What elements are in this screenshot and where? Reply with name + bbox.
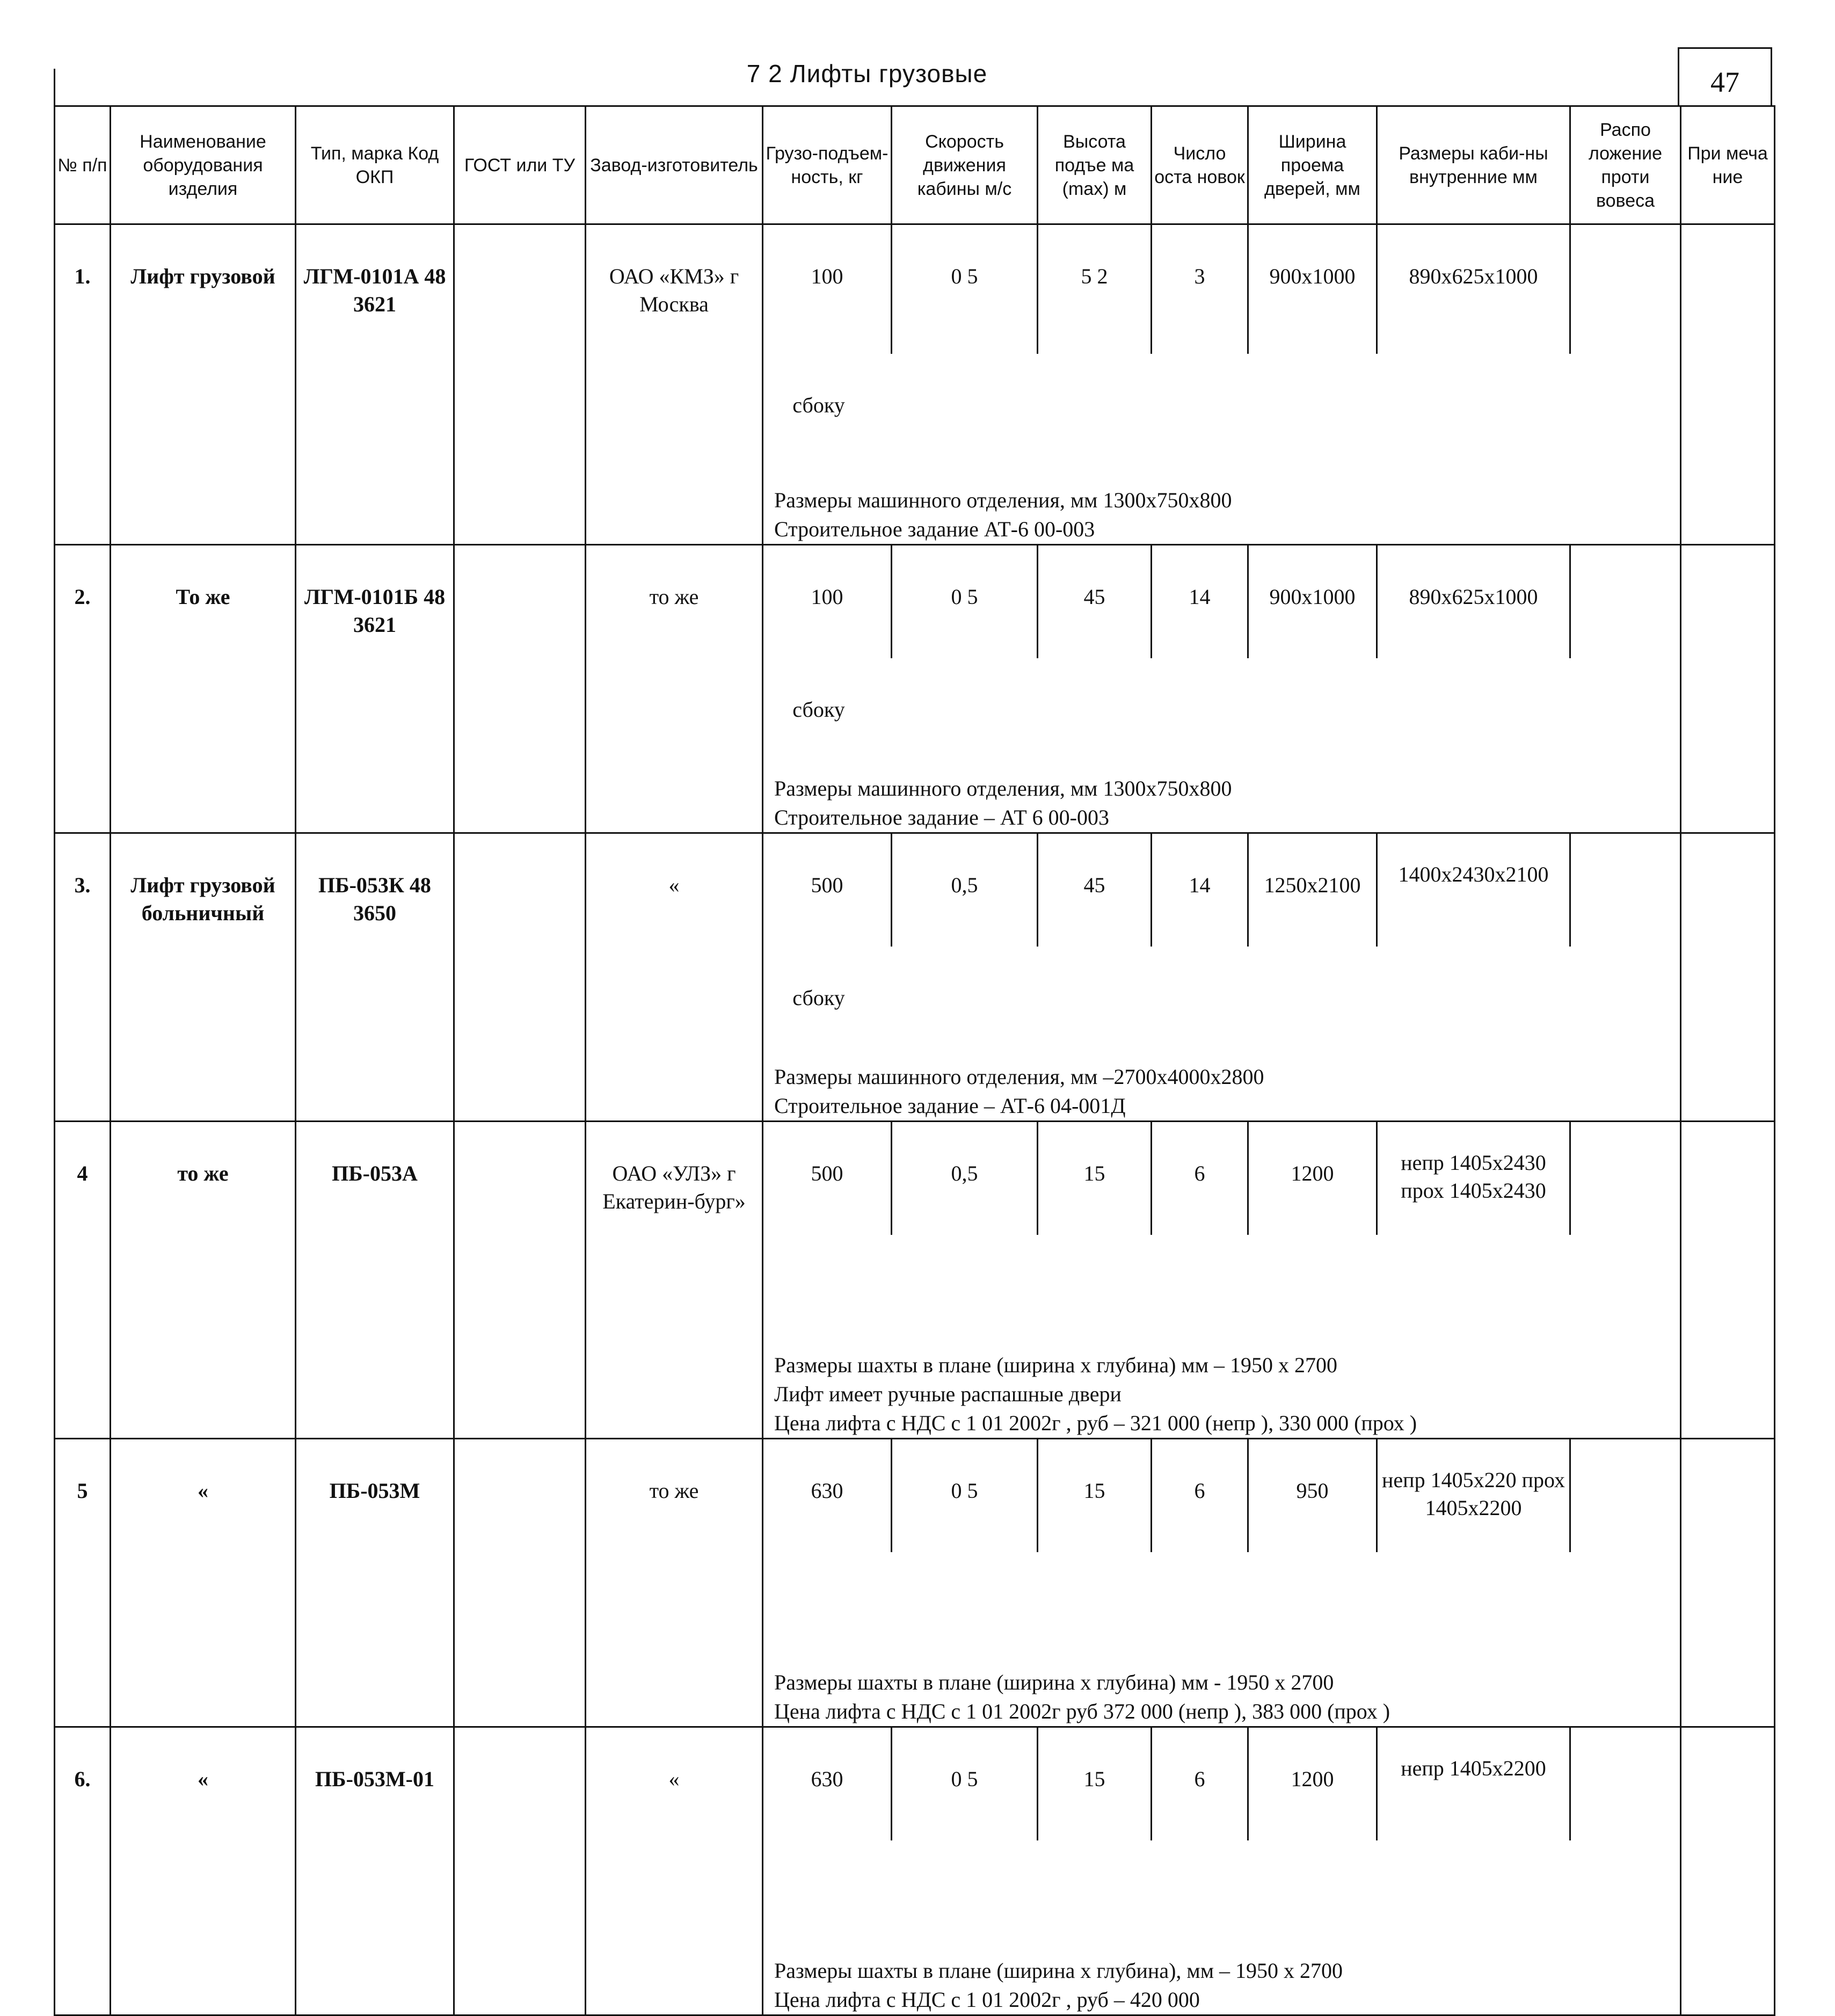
spec-load-value: 630 (763, 1439, 892, 1552)
manufacturer-cell-text: ОАО «КМЗ» г Москва (609, 264, 739, 316)
equipment-name-cell-text: То же (176, 585, 230, 609)
spec-speed-value: 0 5 (892, 225, 1038, 354)
equipment-name-cell (111, 1122, 296, 1439)
spec-stops-value: 14 (1152, 545, 1249, 658)
row-number-cell (55, 1122, 111, 1439)
remarks-cell-text (1681, 834, 1774, 871)
spec-height-value: 45 (1038, 545, 1152, 658)
spec-height-value: 15 (1038, 1728, 1152, 1840)
header-cell: Наименование оборудования изделия (111, 106, 296, 224)
row-number-cell (55, 833, 111, 1122)
spec-cabin-value: непр 1405х220 прох 1405х2200 (1378, 1439, 1571, 1552)
note-line: Цена лифта с НДС с 1 01 2002г , руб – 420 000 (774, 1988, 1200, 2012)
spec-speed-value: 0,5 (892, 834, 1038, 947)
type-code-cell-text: ПБ-053М-01 (315, 1767, 434, 1791)
remarks-cell-text (1681, 545, 1774, 583)
note-line: Размеры машинного отделения, мм –2700х4000х2800 (774, 1065, 1264, 1089)
table-row (55, 1122, 1775, 1439)
section-title: 7 2 Лифты грузовые (746, 60, 988, 88)
gost-cell (454, 545, 586, 833)
manufacturer-cell (586, 833, 763, 1122)
gost-cell (454, 1122, 586, 1439)
note-line: Размеры шахты в плане (ширина х глубина), мм – 1950 х 2700 (774, 1959, 1343, 1983)
remarks-cell (1681, 545, 1775, 833)
note-line: Строительное задание АТ-6 00-003 (774, 517, 1095, 541)
remarks-cell-text (1681, 1728, 1774, 1765)
header-cell: Число оста новок (1152, 106, 1248, 224)
spec-stops-value: 6 (1152, 1439, 1249, 1552)
row-notes (763, 1348, 1680, 1438)
gost-cell-text (455, 1122, 585, 1160)
spec-door-value: 1250х2100 (1249, 834, 1378, 947)
manufacturer-cell-text: ОАО «УЛЗ» г Екатерин-бург» (602, 1161, 746, 1213)
remarks-cell-text (1681, 225, 1774, 263)
remarks-cell-text (1681, 1122, 1774, 1160)
header-cell: Ширина проема дверей, мм (1248, 106, 1377, 224)
row-number-cell-text: 2. (74, 585, 91, 609)
remarks-cell (1681, 224, 1775, 545)
spec-stops-value: 6 (1152, 1122, 1249, 1235)
spec-door-value: 950 (1249, 1439, 1378, 1552)
type-code-cell-text: ЛГМ-0101Б 48 3621 (304, 585, 446, 637)
gost-cell (454, 1439, 586, 1727)
spec-speed-value: 0 5 (892, 545, 1038, 658)
note-line: Размеры шахты в плане (ширина х глубина) мм – 1950 х 2700 (774, 1353, 1338, 1377)
spec-stops-value: 3 (1152, 225, 1249, 354)
row-number-cell (55, 1727, 111, 2015)
header-cell: При меча ние (1681, 106, 1775, 224)
table-row (55, 1439, 1775, 1727)
row-notes (763, 483, 1680, 544)
manufacturer-cell-text: то же (649, 585, 699, 609)
table-row (55, 224, 1775, 545)
gost-cell-text (455, 1728, 585, 1765)
note-line: Размеры машинного отделения, мм 1300х750х800 (774, 488, 1232, 512)
spec-height-value: 5 2 (1038, 225, 1152, 354)
header-cell: Распо ложение проти вовеса (1570, 106, 1681, 224)
equipment-name-cell (111, 1439, 296, 1727)
manufacturer-cell-text: « (668, 1767, 680, 1791)
row-number-cell-text: 1. (74, 264, 91, 288)
note-line: Размеры шахты в плане (ширина х глубина) мм - 1950 х 2700 (774, 1670, 1334, 1694)
note-line: Цена лифта с НДС с 1 01 2002г , руб – 321 000 (непр ), 330 000 (прох ) (774, 1411, 1417, 1435)
manufacturer-cell-text: то же (649, 1479, 699, 1503)
manufacturer-cell (586, 224, 763, 545)
header-cell: № п/п (55, 106, 111, 224)
header-cell: Высота подъе ма (max) м (1038, 106, 1152, 224)
equipment-name-cell-text: Лифт грузовой больничный (130, 873, 275, 925)
row-notes (763, 1059, 1680, 1120)
spec-stops-value: 6 (1152, 1728, 1249, 1840)
note-line: Строительное задание – АТ-6 04-001Д (774, 1094, 1126, 1118)
spec-block (763, 1122, 1681, 1439)
spec-height-value: 15 (1038, 1439, 1152, 1552)
type-code-cell-text: ПБ-053М (329, 1479, 420, 1503)
spec-cabin-value: 1400х2430х2100 (1378, 834, 1571, 947)
equipment-name-cell (111, 833, 296, 1122)
spec-stops-value: 14 (1152, 834, 1249, 947)
spec-block (763, 1439, 1681, 1727)
type-code-cell (296, 224, 454, 545)
equipment-name-cell-text: то же (177, 1161, 229, 1185)
remarks-cell-text (1681, 1439, 1774, 1477)
page-number: 47 (1710, 66, 1739, 98)
type-code-cell-text: ЛГМ-0101А 48 3621 (303, 264, 446, 316)
spec-load-value: 500 (763, 834, 892, 947)
row-notes (763, 1665, 1680, 1726)
row-number-cell-text: 5 (77, 1479, 88, 1503)
type-code-cell (296, 833, 454, 1122)
equipment-name-cell-text: « (198, 1767, 208, 1791)
row-number-cell-text: 3. (74, 873, 91, 897)
note-line: Цена лифта с НДС с 1 01 2002г руб 372 000 (непр ), 383 000 (прох ) (774, 1699, 1390, 1723)
spec-cw-value (763, 1552, 874, 1665)
spec-cabin-value: непр 1405х2430 прох 1405х2430 (1378, 1122, 1571, 1235)
gost-cell (454, 224, 586, 545)
manufacturer-cell-text: « (668, 873, 680, 897)
spec-speed-value: 0 5 (892, 1439, 1038, 1552)
equipment-name-cell (111, 545, 296, 833)
manufacturer-cell (586, 545, 763, 833)
spec-block (763, 224, 1681, 545)
row-notes (763, 771, 1680, 832)
header-cell: Размеры каби-ны внутренние мм (1377, 106, 1570, 224)
spec-cabin-value: 890х625х1000 (1378, 545, 1571, 658)
spec-load-value: 100 (763, 545, 892, 658)
gost-cell-text (455, 545, 585, 583)
remarks-cell (1681, 1122, 1775, 1439)
spec-speed-value: 0 5 (892, 1728, 1038, 1840)
spec-door-value: 900х1000 (1249, 225, 1378, 354)
equipment-name-cell (111, 1727, 296, 2015)
spec-cw-value (763, 1235, 874, 1348)
spec-load-value: 500 (763, 1122, 892, 1235)
spec-cabin-value: непр 1405х2200 (1378, 1728, 1571, 1840)
gost-cell (454, 1727, 586, 2015)
remarks-cell (1681, 1727, 1775, 2015)
header-cell: ГОСТ или ТУ (454, 106, 586, 224)
spec-block (763, 833, 1681, 1122)
header-row (55, 106, 1775, 224)
spec-cw-value (763, 1840, 874, 1953)
gost-cell-text (455, 834, 585, 871)
equipment-name-cell-text: « (198, 1479, 208, 1503)
spec-door-value: 900х1000 (1249, 545, 1378, 658)
table-row (55, 833, 1775, 1122)
spec-cw-value: сбоку (792, 986, 845, 1010)
type-code-cell (296, 1727, 454, 2015)
spec-load-value: 630 (763, 1728, 892, 1840)
lifts-table (54, 105, 1775, 2016)
spec-cabin-value: 890х625х1000 (1378, 225, 1571, 354)
equipment-name-cell (111, 224, 296, 545)
type-code-cell (296, 1439, 454, 1727)
type-code-cell (296, 1122, 454, 1439)
spec-height-value: 45 (1038, 834, 1152, 947)
header-cell: Завод-изготовитель (586, 106, 763, 224)
manufacturer-cell (586, 1727, 763, 2015)
spec-speed-value: 0,5 (892, 1122, 1038, 1235)
header-cell: Тип, марка Код ОКП (296, 106, 454, 224)
type-code-cell-text: ПБ-053К 48 3650 (318, 873, 431, 925)
row-number-cell (55, 224, 111, 545)
gost-cell (454, 833, 586, 1122)
table-row (55, 545, 1775, 833)
note-line: Лифт имеет ручные распашные двери (774, 1382, 1122, 1406)
gost-cell-text (455, 1439, 585, 1477)
spec-door-value: 1200 (1249, 1122, 1378, 1235)
equipment-name-cell-text: Лифт грузовой (130, 264, 275, 288)
frame-tick (54, 69, 55, 106)
table-row (55, 1727, 1775, 2015)
spec-door-value: 1200 (1249, 1728, 1378, 1840)
gost-cell-text (455, 225, 585, 263)
type-code-cell-text: ПБ-053А (332, 1161, 418, 1185)
header-cell: Скорость движения кабины м/с (892, 106, 1038, 224)
type-code-cell (296, 545, 454, 833)
spec-height-value: 15 (1038, 1122, 1152, 1235)
row-number-cell-text: 4 (77, 1161, 88, 1185)
spec-cw-value: сбоку (792, 697, 845, 722)
manufacturer-cell (586, 1439, 763, 1727)
remarks-cell (1681, 1439, 1775, 1727)
note-line: Размеры машинного отделения, мм 1300х750х800 (774, 776, 1232, 800)
row-number-cell-text: 6. (74, 1767, 91, 1791)
row-number-cell (55, 1439, 111, 1727)
header-cell: Грузо-подъем-ность, кг (763, 106, 892, 224)
manufacturer-cell (586, 1122, 763, 1439)
remarks-cell (1681, 833, 1775, 1122)
spec-cw-value: сбоку (792, 393, 845, 417)
note-line: Строительное задание – АТ 6 00-003 (774, 805, 1109, 829)
row-number-cell (55, 545, 111, 833)
spec-load-value: 100 (763, 225, 892, 354)
row-notes (763, 1953, 1680, 2014)
spec-block (763, 1727, 1681, 2015)
spec-block (763, 545, 1681, 833)
